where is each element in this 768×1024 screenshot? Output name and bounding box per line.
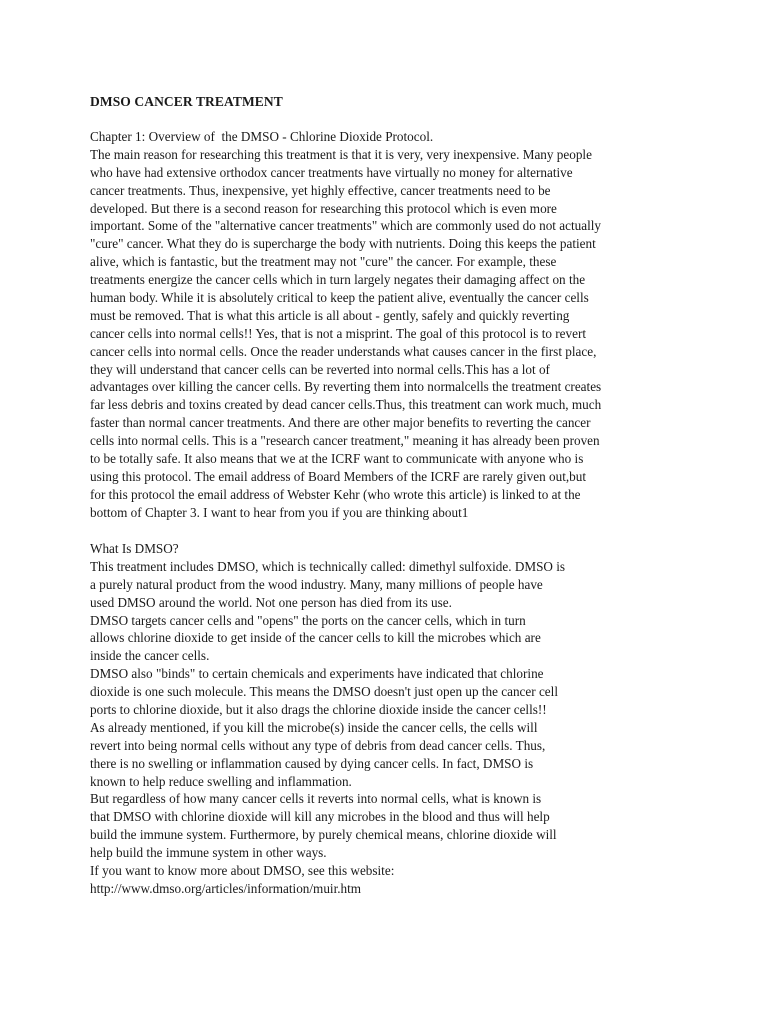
chapter-1-line: who have had extensive orthodox cancer treatments have virtually no money for alternative <box>90 164 573 180</box>
chapter-1-line: for this protocol the email address of Webster Kehr (who wrote this article) is linked to at the <box>90 486 581 502</box>
dmso-website-link[interactable]: http://www.dmso.org/articles/information/muir.htm <box>90 880 362 896</box>
what-is-dmso-line: What Is DMSO? <box>90 541 179 556</box>
chapter-1-line: advantages over killing the cancer cells. By reverting them into normalcells the treatment creates <box>90 379 602 395</box>
chapter-1-line: developed. But there is a second reason for researching this protocol which is even more <box>90 200 557 216</box>
chapter-1-line: cancer treatments. Thus, inexpensive, yet highly effective, cancer treatments need to be <box>90 182 551 198</box>
what-is-dmso-line: DMSO targets cancer cells and "opens" the ports on the cancer cells, which in turn <box>90 612 526 628</box>
what-is-dmso-line: help build the immune system in other ways. <box>90 845 327 861</box>
what-is-dmso-line: revert into being normal cells without any type of debris from dead cancer cells. Thus, <box>90 737 546 753</box>
what-is-dmso-line: known to help reduce swelling and inflammation. <box>90 773 352 789</box>
what-is-dmso-line: build the immune system. Furthermore, by purely chemical means, chlorine dioxide will <box>90 827 557 843</box>
what-is-dmso-line: ports to chlorine dioxide, but it also drags the chlorine dioxide inside the cancer cells!! <box>90 702 547 718</box>
chapter-1-line: bottom of Chapter 3. I want to hear from you if you are thinking about1 <box>90 504 469 520</box>
chapter-1-line: cells into normal cells. This is a "research cancer treatment," meaning it has already been proven <box>90 433 600 449</box>
chapter-1-line: The main reason for researching this treatment is that it is very, very inexpensive. Many people <box>90 146 592 162</box>
chapter-1-line: they will understand that cancer cells can be reverted into normal cells.This has a lot of <box>90 361 550 377</box>
what-is-dmso-line: allows chlorine dioxide to get inside of the cancer cells to kill the microbes which are <box>90 630 541 646</box>
what-is-dmso-line: that DMSO with chlorine dioxide will kill any microbes in the blood and thus will help <box>90 809 550 825</box>
what-is-dmso-line: This treatment includes DMSO, which is technically called: dimethyl sulfoxide. DMSO is <box>90 558 566 574</box>
chapter-1-line: cancer cells into normal cells!! Yes, that is not a misprint. The goal of this protocol is to revert <box>90 325 587 341</box>
chapter-1-line: treatments energize the cancer cells which in turn largely negates their damaging affect on the <box>90 272 586 288</box>
chapter-1-line: alive, which is fantastic, but the treatment may not "cure" the cancer. For example, these <box>90 254 557 270</box>
what-is-dmso-line: But regardless of how many cancer cells it reverts into normal cells, what is known is <box>90 791 542 807</box>
chapter-1-line: important. Some of the "alternative cancer treatments" which are commonly used do not actually <box>90 218 601 234</box>
what-is-dmso-line: DMSO also "binds" to certain chemicals and experiments have indicated that chlorine <box>90 666 544 682</box>
chapter-1-line: human body. While it is absolutely critical to keep the patient alive, eventually the cancer cells <box>90 290 589 306</box>
what-is-dmso-line: used DMSO around the world. Not one person has died from its use. <box>90 594 452 610</box>
chapter-1-line: must be removed. That is what this article is all about - gently, safely and quickly reverting <box>90 307 570 323</box>
document-title: DMSO CANCER TREATMENT <box>90 94 283 109</box>
what-is-dmso-line: there is no swelling or inflammation caused by dying cancer cells. In fact, DMSO is <box>90 755 534 771</box>
chapter-1-line: "cure" cancer. What they do is supercharge the body with nutrients. Doing this keeps the patient <box>90 236 596 252</box>
chapter-1-line: to be totally safe. It also means that we at the ICRF want to communicate with anyone who is <box>90 451 584 467</box>
what-is-dmso-line: a purely natural product from the wood industry. Many, many millions of people have <box>90 576 543 592</box>
what-is-dmso-line: If you want to know more about DMSO, see this website: <box>90 863 395 879</box>
what-is-dmso-line: inside the cancer cells. <box>90 648 210 664</box>
chapter-1-section <box>90 128 601 522</box>
what-is-dmso-section <box>90 540 565 898</box>
what-is-dmso-line: As already mentioned, if you kill the microbe(s) inside the cancer cells, the cells will <box>90 719 538 735</box>
chapter-1-line: far less debris and toxins created by dead cancer cells.Thus, this treatment can work much, much <box>90 397 602 413</box>
chapter-1-line: cancer cells into normal cells. Once the reader understands what causes cancer in the first place, <box>90 343 597 359</box>
chapter-1-line: faster than normal cancer treatments. And there are other major benefits to reverting the cancer <box>90 415 591 431</box>
what-is-dmso-line: dioxide is one such molecule. This means the DMSO doesn't just open up the cancer cell <box>90 684 558 700</box>
chapter-1-line: using this protocol. The email address of Board Members of the ICRF are rarely given out,but <box>90 468 587 484</box>
chapter-1-line: Chapter 1: Overview of the DMSO - Chlorine Dioxide Protocol. <box>90 129 434 144</box>
